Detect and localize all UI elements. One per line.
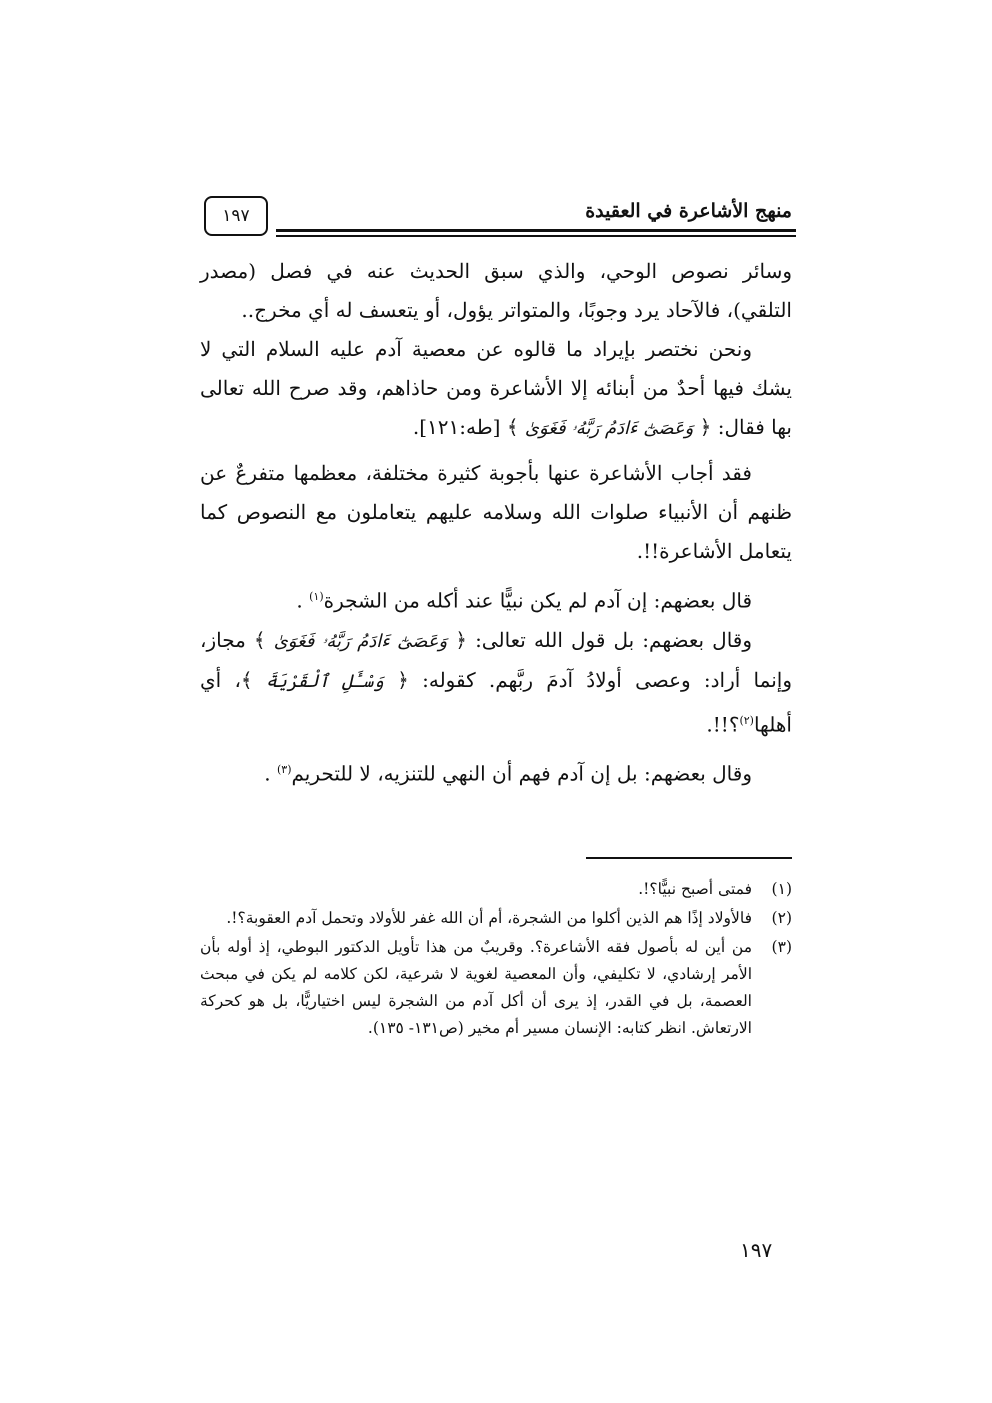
paragraph-5-text-d: ؟!!. (706, 712, 740, 737)
footnote-text: من أين له بأصول فقه الأشاعرة؟. وقريبٌ من هذا تأويل الدكتور البوطي، إذ أوله بأن الأمر إرشادي، لا تكليفي، وأن المعصية لغوية لا شرعية، لكن كلامه لم يكن في مبحث العصمة، بل في القدر، إذ يرى أن أكل آدم من الشجرة ليس اختياريًّا، بل هو كحركة الارتعاش. انظر كتابه: الإنسان مسير أم مخير (ص١٣١- ١٣٥). (200, 938, 752, 1037)
paragraph-5-text-a: وقال بعضهم: بل قول الله تعالى: ﴿ (455, 627, 753, 652)
footnote-ref-3[interactable]: (٣) (276, 763, 292, 777)
paragraph-5-text-b: ﴾ مجاز، وإنما أراد: وعصى أولادُ آدمَ ربَّهم. كقوله: ﴿ (200, 627, 792, 692)
header-rule-thick (276, 229, 796, 232)
footnote-number: (١) (771, 880, 792, 898)
paragraph-6-text-a: وقال بعضهم: بل إن آدم فهم أن النهي للتنزيه، لا للتحريم (291, 761, 752, 786)
paragraph-3-text: فقد أجاب الأشاعرة عنها بأجوبة كثيرة مختلفة، معظمها متفرعٌ عن ظنهم أن الأنبياء صلوات الله وسلامه عليهم يتعاملون مع النصوص كما يتعامل الأشاعرة!!. (200, 461, 793, 563)
footnote (200, 934, 792, 1042)
paragraph-4-text-a: قال بعضهم: إن آدم لم يكن نبيًّا عند أكله من الشجرة (323, 588, 752, 613)
paragraph-4-text-b: . (296, 588, 303, 613)
paragraph-2-text-a: ونحن نختصر بإيراد ما قالوه عن معصية آدم عليه السلام التي لا يشك فيها أحدٌ من أبنائه إلا الأشاعرة ومن حاذاهم، وقد صرح الله تعالى بها فقال: ﴿ (200, 337, 792, 439)
quran-quote: وَسْـَٔلِ ٱلْقَرْيَةَ (265, 670, 384, 692)
footnote-number: (٣) (771, 938, 792, 956)
paragraph-6-text-b: . (264, 761, 271, 786)
paragraph-2 (200, 330, 792, 448)
paragraph-5-text-c: ﴾، أي أهلها (200, 667, 792, 737)
footnote-text: فالأولاد إذًا هم الذين أكلوا من الشجرة، أم أن الله غفر للأولاد وتحمل آدم العقوبة؟!. (226, 909, 752, 927)
paragraph-1-text: وسائر نصوص الوحي، والذي سبق الحديث عنه في فصل (مصدر التلقي)، فالآحاد يرد وجوبًا، والمتواتر يؤول، أو يتعسف له أي مخرج.. (200, 259, 792, 322)
paragraph-2-text-b: ﴾ [طه:١٢١]. (412, 415, 519, 439)
footnotes (200, 876, 792, 1044)
page-number: ١٩٧ (740, 1238, 773, 1262)
footnote-separator (586, 857, 792, 859)
paragraph-4 (200, 577, 792, 621)
quran-quote: وَعَصَىٰٓ ءَادَمُ رَبَّهُۥ فَغَوَىٰ (524, 418, 694, 439)
paragraph-3 (200, 454, 792, 571)
footnote (200, 876, 792, 903)
footnote (200, 905, 792, 932)
header-page-number: ١٩٧ (222, 206, 250, 226)
footnote-text: فمتى أصبح نبيًّا؟!. (638, 880, 752, 898)
header-rule-thin (276, 235, 796, 237)
paragraph-1 (200, 252, 792, 330)
paragraph-6 (200, 750, 792, 794)
footnote-number: (٢) (771, 909, 792, 927)
footnote-ref-2[interactable]: (٢) (739, 713, 754, 727)
footnote-ref-1[interactable]: (١) (309, 590, 324, 603)
header-title: منهج الأشاعرة في العقيدة (585, 200, 792, 222)
quran-quote: وَعَصَىٰٓ ءَادَمُ رَبَّهُۥ فَغَوَىٰ (273, 630, 448, 652)
running-header (200, 196, 796, 246)
main-text (200, 252, 792, 794)
header-page-number-box (204, 196, 268, 236)
paragraph-5 (200, 621, 792, 745)
